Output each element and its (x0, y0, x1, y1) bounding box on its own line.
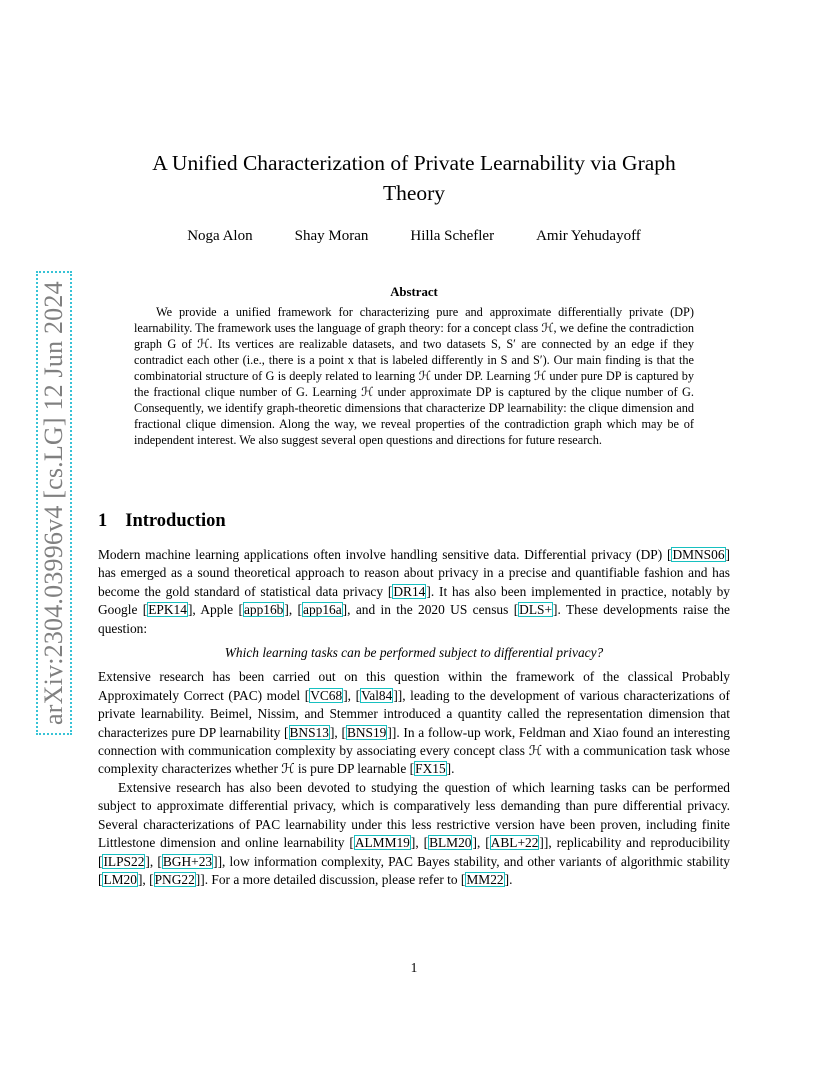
citation-link[interactable]: EPK14 (148, 602, 187, 618)
citation-link[interactable]: PNG22 (154, 871, 195, 887)
citation-link[interactable]: app16a (303, 602, 342, 618)
abstract-body (134, 304, 694, 448)
citation-link[interactable]: DLS+ (519, 602, 553, 618)
citation-link[interactable]: BLM20 (429, 835, 472, 851)
author-name: Noga Alon (187, 228, 253, 244)
citation-link[interactable]: BNS13 (289, 724, 329, 740)
author-name: Amir Yehudayoff (536, 228, 641, 244)
citation-link[interactable]: LM20 (103, 871, 137, 887)
section-number: 1 (98, 511, 108, 531)
citation-link[interactable]: Val84 (361, 687, 393, 703)
citation-link[interactable]: VC68 (310, 687, 343, 703)
introduction-body (98, 546, 730, 889)
arxiv-identifier-stamp[interactable]: arXiv:2304.03996v4 [cs.LG] 12 Jun 2024 (36, 271, 72, 735)
author-name: Shay Moran (294, 228, 369, 244)
citation-link[interactable]: DR14 (393, 583, 426, 599)
section-title: Introduction (125, 511, 226, 531)
section-heading (98, 511, 226, 532)
paragraph: Extensive research has been carried out on this question within the framework of the classical Probably Approximately Correct (PAC) model [VC68], [Val84]], leading to the development of various characterizations of private learnability. Beimel, Nissim, and Stemmer introduced a quantity called the representation dimension that characterizes pure DP learnability [BNS13], [BNS19]]. In a follow-up work, Feldman and Xiao found an interesting connection with communication complexity by associating every concept class ℋ with a communication task whose complexity characterizes whether ℋ is pure DP learnable [FX15]. (98, 669, 730, 777)
author-list (120, 228, 708, 245)
abstract-text: We provide a unified framework for characterizing pure and approximate differentially private (DP) learnability. The framework uses the language of graph theory: for a concept class ℋ, we define the contradiction graph G of ℋ. Its vertices are realizable datasets, and two datasets S, S′ are connected by an edge if they contradict each other (i.e., there is a point x that is labeled differently in S and S′). Our main finding is that the combinatorial structure of G is deeply related to learning ℋ under DP. Learning ℋ under pure DP is captured by the fractional clique number of G. Learning ℋ under approximate DP is captured by the clique number of G. Consequently, we identify graph-theoretic dimensions that characterize DP learnability: the clique dimension and fractional clique dimension. Along the way, we reveal properties of the contradiction graph which may be of independent interest. We also suggest several open questions and directions for future research. (134, 305, 694, 447)
abstract-heading: Abstract (390, 285, 438, 299)
citation-link[interactable]: ABL+22 (490, 835, 539, 851)
author-name: Hilla Schefler (410, 228, 495, 244)
citation-link[interactable]: DMNS06 (672, 547, 725, 562)
citation-link[interactable]: FX15 (415, 761, 446, 777)
paragraph: Extensive research has also been devoted to studying the question of which learning tasks can be performed subject to approximate differential privacy, which is comparatively less demanding than pure differential privacy. Several characterizations of PAC learnability under this less restrictive version have been proven, including finite Littlestone dimension and online learnability [ALMM19], [BLM20], [ABL+22]], replicability and reproducibility [ILPS22], [BGH+23]], low information complexity, PAC Bayes stability, and other variants of algorithmic stability [LM20], [PNG22]]. For a more detailed discussion, please refer to [MM22]. (98, 779, 730, 887)
citation-link[interactable]: ALMM19 (354, 835, 410, 851)
citation-link[interactable]: BNS19 (346, 724, 387, 740)
research-question: Which learning tasks can be performed subject to differential privacy? (224, 645, 604, 661)
page-number: 1 (410, 960, 418, 975)
citation-link[interactable]: MM22 (466, 871, 504, 887)
paper-title: A Unified Characterization of Private Learnability via Graph Theory (152, 151, 676, 205)
paragraph: Modern machine learning applications often involve handling sensitive data. Differential privacy (DP) [DMNS06] has emerged as a sound theoretical approach to reason about privacy in a precise and quantifiable fashion and has become the gold standard of statistical data privacy [DR14]. It has also been implemented in practice, notably by Google [EPK14], Apple [app16b], [app16a], and in the 2020 US census [DLS+]. These developments raise the question: (98, 547, 730, 636)
citation-link[interactable]: BGH+23 (162, 853, 213, 869)
citation-link[interactable]: ILPS22 (103, 853, 145, 869)
citation-link[interactable]: app16b (243, 602, 284, 618)
